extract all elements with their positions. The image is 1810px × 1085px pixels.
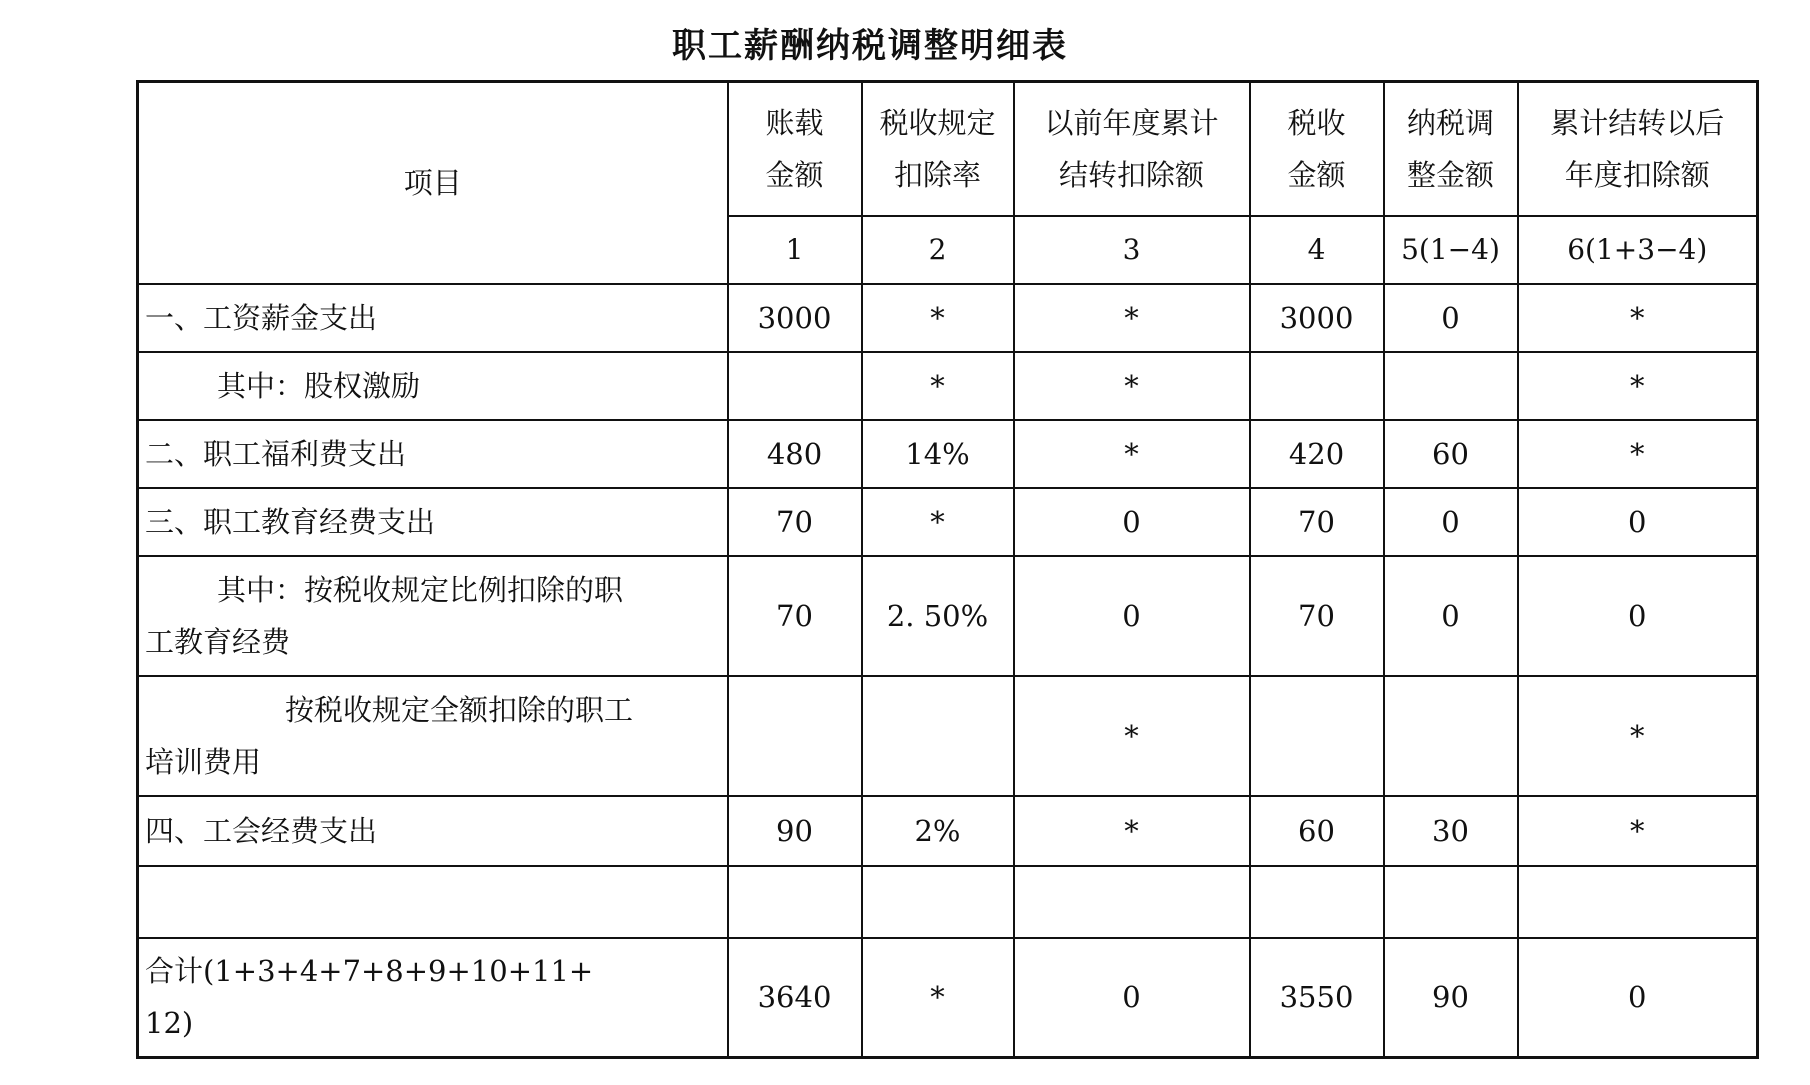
cell: 70 [1250, 488, 1384, 556]
cell: 0 [1014, 938, 1250, 1058]
cell: 60 [1384, 420, 1518, 488]
cell: * [1014, 352, 1250, 420]
cell: * [862, 284, 1014, 352]
cell: * [1518, 796, 1758, 866]
cell: 70 [1250, 556, 1384, 676]
header-col-6: 累计结转以后 年度扣除额 [1518, 82, 1758, 216]
cell: * [1518, 284, 1758, 352]
cell: * [1518, 352, 1758, 420]
cell: 0 [1014, 488, 1250, 556]
col-num-5: 5(1−4) [1384, 216, 1518, 284]
cell [728, 676, 862, 796]
cell: 3640 [728, 938, 862, 1058]
col-num-1: 1 [728, 216, 862, 284]
cell: * [862, 352, 1014, 420]
col-num-3: 3 [1014, 216, 1250, 284]
cell: * [1518, 676, 1758, 796]
row-item: 一、工资薪金支出 [138, 284, 728, 352]
cell: 30 [1384, 796, 1518, 866]
row-item: 其中：股权激励 [138, 352, 728, 420]
cell: * [1014, 284, 1250, 352]
row-item: 四、工会经费支出 [138, 796, 728, 866]
cell [1518, 866, 1758, 938]
table-row [138, 866, 1758, 938]
cell: 0 [1518, 938, 1758, 1058]
header-col-4: 税收 金额 [1250, 82, 1384, 216]
cell: * [862, 488, 1014, 556]
col-num-6: 6(1+3−4) [1518, 216, 1758, 284]
cell [1384, 676, 1518, 796]
cell: 0 [1014, 556, 1250, 676]
header-col-1: 账载 金额 [728, 82, 862, 216]
col-num-2: 2 [862, 216, 1014, 284]
row-item: 三、职工教育经费支出 [138, 488, 728, 556]
table-row [138, 352, 1758, 420]
row-item: 二、职工福利费支出 [138, 420, 728, 488]
cell: * [1518, 420, 1758, 488]
cell: 90 [728, 796, 862, 866]
cell [1014, 866, 1250, 938]
table-row [138, 284, 1758, 352]
cell: * [862, 938, 1014, 1058]
cell: 70 [728, 556, 862, 676]
cell: * [1014, 796, 1250, 866]
table-row [138, 488, 1758, 556]
cell: 0 [1518, 488, 1758, 556]
cell: 2. 50% [862, 556, 1014, 676]
cell [1250, 676, 1384, 796]
row-item [138, 866, 728, 938]
row-item: 合计(1+3+4+7+8+9+10+11+ 12) [138, 938, 728, 1058]
cell [728, 866, 862, 938]
cell [1250, 352, 1384, 420]
cell: 0 [1518, 556, 1758, 676]
cell [728, 352, 862, 420]
cell: 0 [1384, 284, 1518, 352]
cell [1384, 866, 1518, 938]
col-num-4: 4 [1250, 216, 1384, 284]
table-row [138, 676, 1758, 796]
page-title: 职工薪酬纳税调整明细表 [672, 26, 1068, 66]
cell: * [1014, 676, 1250, 796]
cell [1250, 866, 1384, 938]
cell: 0 [1384, 556, 1518, 676]
cell [1384, 352, 1518, 420]
cell [862, 866, 1014, 938]
cell: 3000 [728, 284, 862, 352]
header-col-2: 税收规定 扣除率 [862, 82, 1014, 216]
table-row [138, 420, 1758, 488]
header-row [138, 82, 1758, 216]
header-col-5: 纳税调 整金额 [1384, 82, 1518, 216]
header-item: 项目 [138, 82, 728, 284]
cell: 3000 [1250, 284, 1384, 352]
cell: 60 [1250, 796, 1384, 866]
row-item: 按税收规定全额扣除的职工 培训费用 [138, 676, 728, 796]
cell: 3550 [1250, 938, 1384, 1058]
cell: * [1014, 420, 1250, 488]
row-item: 其中：按税收规定比例扣除的职 工教育经费 [138, 556, 728, 676]
cell: 420 [1250, 420, 1384, 488]
cell [862, 676, 1014, 796]
cell: 14% [862, 420, 1014, 488]
table-row [138, 556, 1758, 676]
table-row [138, 796, 1758, 866]
total-row [138, 938, 1758, 1058]
header-col-3: 以前年度累计 结转扣除额 [1014, 82, 1250, 216]
cell: 70 [728, 488, 862, 556]
cell: 0 [1384, 488, 1518, 556]
cell: 2% [862, 796, 1014, 866]
tax-adjustment-table [136, 80, 1759, 1059]
cell: 480 [728, 420, 862, 488]
cell: 90 [1384, 938, 1518, 1058]
